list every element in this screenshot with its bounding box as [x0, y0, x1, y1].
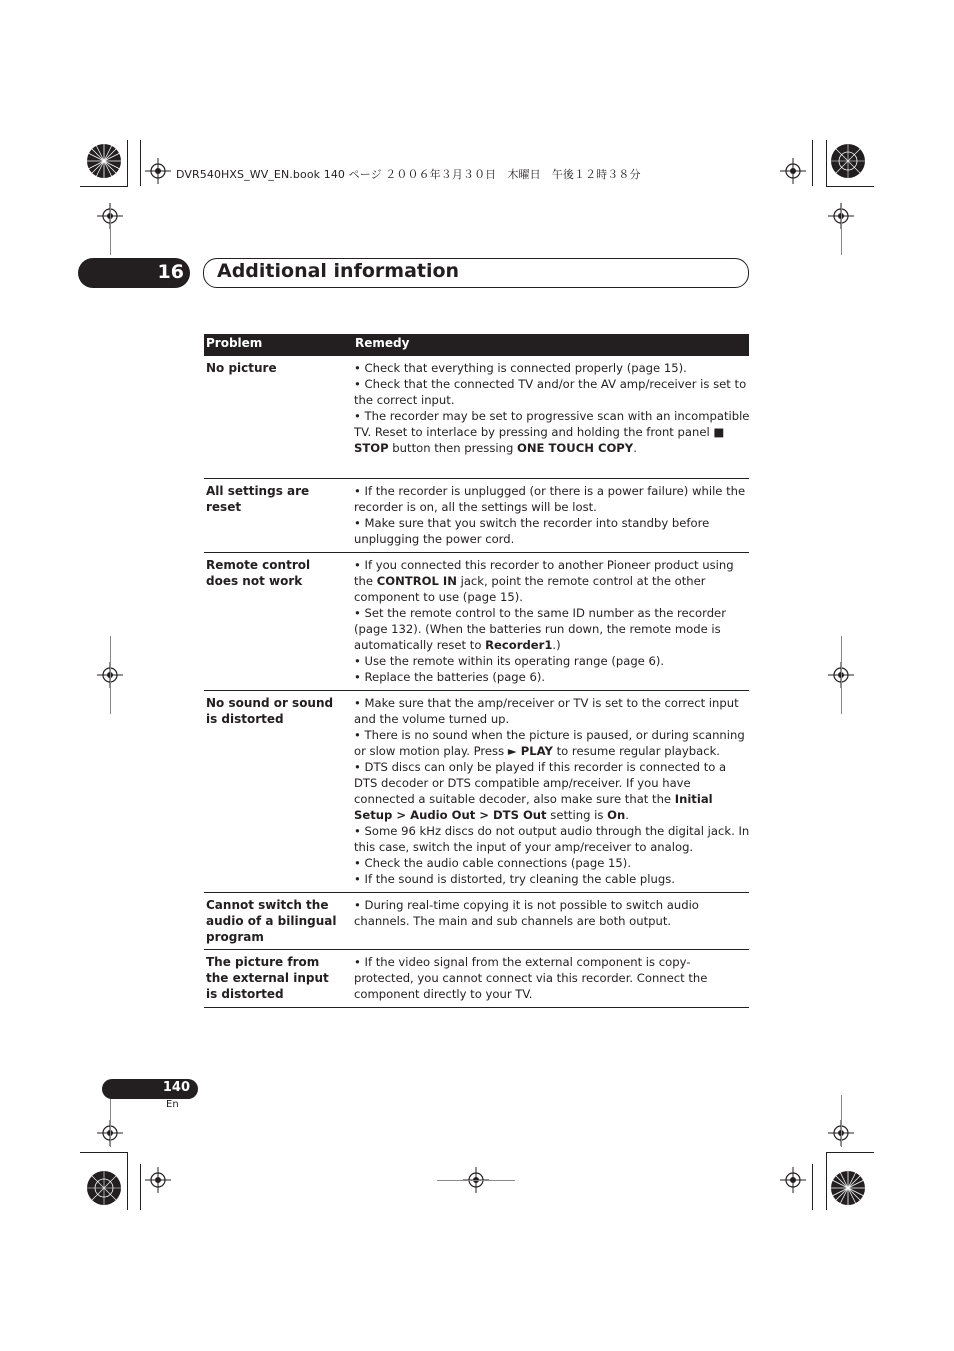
registration-mark-icon	[145, 158, 171, 184]
table-row	[204, 356, 749, 479]
remedy-item	[354, 759, 750, 823]
remedy-emphasis: ► PLAY	[507, 744, 553, 758]
remedy-item	[354, 557, 750, 605]
table-row	[204, 691, 749, 893]
remedy-text: • If the video signal from the external component is copy-protected, you cannot connect via this recorder. Connect the component directly to your TV.	[354, 955, 708, 1001]
registration-mark-icon	[145, 1167, 171, 1193]
registration-mark-icon	[780, 158, 806, 184]
remedy-item	[354, 897, 750, 929]
remedy-text: • Some 96 kHz discs do not output audio through the digital jack. In this case, switch the input of your amp/receiver to analog.	[354, 824, 750, 854]
problem-cell: No picture	[206, 361, 277, 375]
header-remedy: Remedy	[355, 336, 410, 350]
remedy-item	[354, 408, 750, 456]
remedy-item	[354, 483, 750, 515]
remedy-text: • Set the remote control to the same ID number as the recorder (page 132). (When the batteries run down, the remote mode is automatically reset to	[354, 606, 726, 652]
remedy-emphasis: ONE TOUCH COPY	[517, 441, 634, 455]
remedy-text: • Check that everything is connected properly (page 15).	[354, 361, 687, 375]
remedy-item	[354, 376, 750, 408]
problem-cell: All settings are reset	[206, 484, 310, 514]
remedy-text: • Make sure that the amp/receiver or TV is set to the correct input and the volume turned up.	[354, 696, 739, 726]
table-row	[204, 479, 749, 553]
remedy-cell	[354, 557, 750, 685]
problem-cell: No sound or sound is distorted	[206, 696, 334, 726]
starburst-mark-icon	[86, 143, 122, 179]
chapter-title-box	[203, 258, 749, 288]
page-number-tab	[102, 1079, 198, 1099]
remedy-item	[354, 871, 750, 887]
remedy-text: • Make sure that you switch the recorder into standby before unplugging the power cord.	[354, 516, 710, 546]
remedy-text: .)	[552, 638, 561, 652]
remedy-text: • The recorder may be set to progressive scan with an incompatible TV. Reset to interlace by pressing and holding the front panel	[354, 409, 750, 439]
registration-mark-icon	[780, 1167, 806, 1193]
remedy-item	[354, 515, 750, 547]
remedy-text: to resume regular playback.	[552, 744, 720, 758]
remedy-text: .	[633, 441, 637, 455]
remedy-emphasis: ■ STOP	[354, 425, 725, 455]
chapter-title: Additional information	[217, 260, 460, 282]
remedy-cell	[354, 897, 750, 929]
header-problem: Problem	[206, 336, 263, 350]
remedy-cell	[354, 483, 750, 547]
chapter-number: 16	[157, 261, 184, 283]
remedy-item	[354, 653, 750, 669]
remedy-text: • Check the audio cable connections (page 15).	[354, 856, 632, 870]
remedy-emphasis: On	[607, 808, 626, 822]
troubleshooting-table	[204, 334, 750, 1001]
remedy-emphasis: Initial Setup > Audio Out > DTS Out	[354, 792, 713, 822]
remedy-text: • If you connected this recorder to another Pioneer product using the	[354, 558, 734, 588]
remedy-text: .	[625, 808, 629, 822]
table-header	[204, 334, 749, 356]
problem-cell: The picture from the external input is distorted	[206, 955, 329, 1001]
remedy-item	[354, 360, 750, 376]
starburst-mark-icon	[830, 143, 866, 179]
file-header: DVR540HXS_WV_EN.book 140 ページ ２００６年３月３０日 木曜日 午後１２時３８分	[176, 168, 641, 181]
remedy-item	[354, 695, 750, 727]
remedy-item	[354, 669, 750, 685]
remedy-text: button then pressing	[388, 441, 517, 455]
remedy-item	[354, 954, 750, 1002]
remedy-text: • Use the remote within its operating range (page 6).	[354, 654, 665, 668]
remedy-item	[354, 605, 750, 653]
remedy-text: setting is	[546, 808, 608, 822]
remedy-text: • DTS discs can only be played if this recorder is connected to a DTS decoder or DTS compatible amp/receiver. If you have connected a suitable decoder, also make sure that the	[354, 760, 727, 806]
starburst-mark-icon	[86, 1170, 122, 1206]
remedy-cell	[354, 360, 750, 456]
starburst-mark-icon	[830, 1170, 866, 1206]
chapter-tab	[78, 258, 190, 288]
problem-cell: Remote control does not work	[206, 558, 311, 588]
remedy-cell	[354, 695, 750, 887]
remedy-item	[354, 727, 750, 759]
remedy-emphasis: CONTROL IN	[376, 574, 457, 588]
remedy-text: • There is no sound when the picture is paused, or during scanning or slow motion play. Press	[354, 728, 745, 758]
table-row	[204, 893, 749, 950]
remedy-text: • During real-time copying it is not possible to switch audio channels. The main and sub channels are both output.	[354, 898, 699, 928]
remedy-text: • Replace the batteries (page 6).	[354, 670, 546, 684]
remedy-emphasis: Recorder1	[485, 638, 553, 652]
problem-cell: Cannot switch the audio of a bilingual program	[206, 898, 337, 944]
remedy-item	[354, 823, 750, 855]
remedy-text: jack, point the remote control at the other component to use (page 15).	[354, 574, 706, 604]
table-row	[204, 950, 749, 1008]
remedy-text: • If the recorder is unplugged (or there is a power failure) while the recorder is on, all the settings will be lost.	[354, 484, 746, 514]
remedy-item	[354, 855, 750, 871]
remedy-cell	[354, 954, 750, 1002]
page-language: En	[166, 1099, 179, 1110]
remedy-text: • If the sound is distorted, try cleaning the cable plugs.	[354, 872, 675, 886]
remedy-text: • Check that the connected TV and/or the AV amp/receiver is set to the correct input.	[354, 377, 747, 407]
table-row	[204, 553, 749, 691]
page-number: 140	[162, 1080, 190, 1095]
